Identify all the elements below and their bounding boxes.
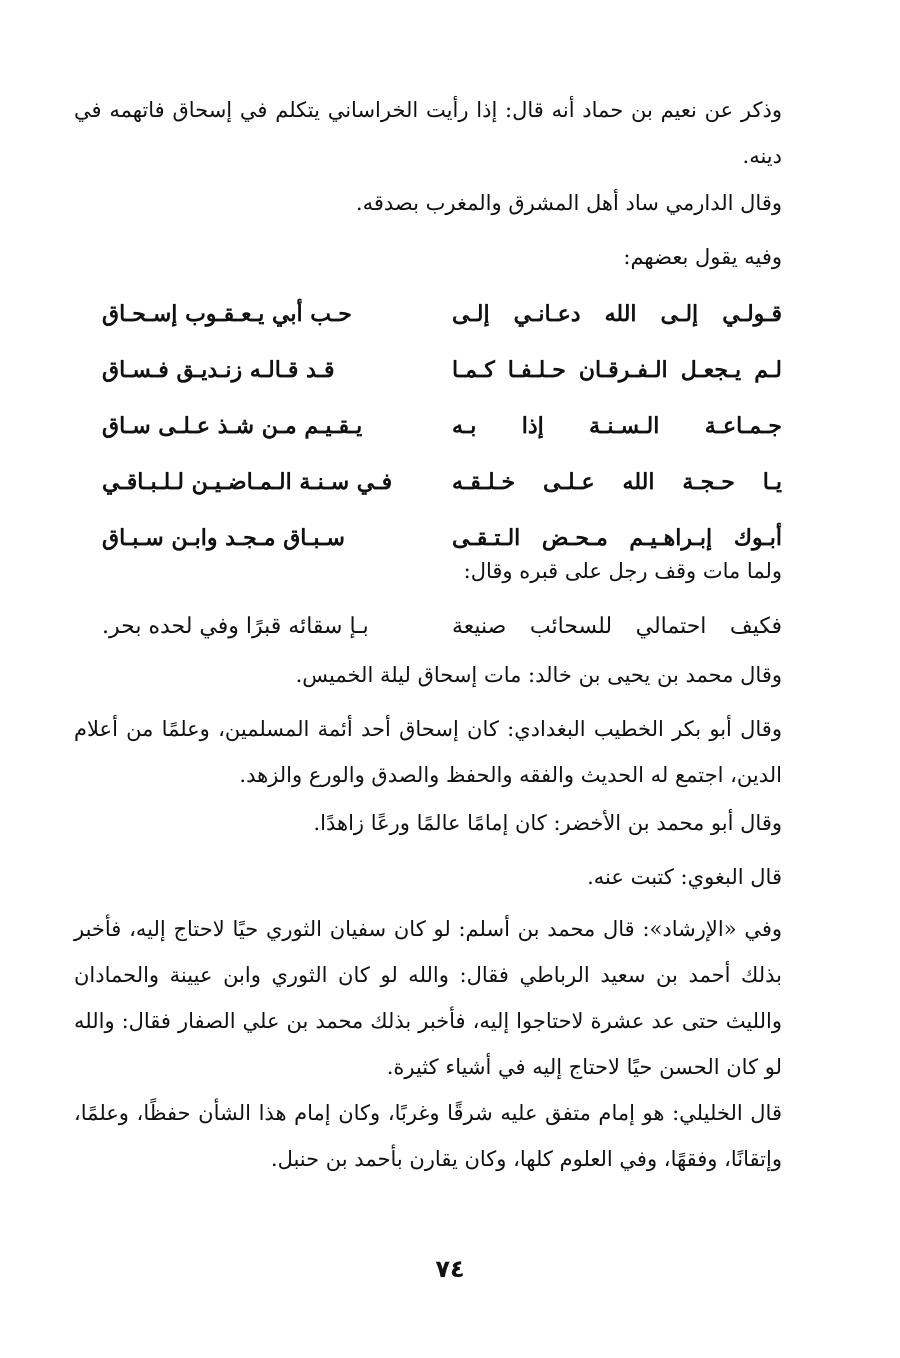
verse-first-hemistich: قـولـي إلـى الله دعـانـي إلـى (452, 301, 782, 327)
paragraph-baghawi: قال البغوي: كتبت عنه. (587, 865, 782, 889)
paragraph-akhdar: وقال أبو محمد بن الأخضر: كان إمامًا عالمًا ورعًا زاهدًا. (313, 811, 782, 835)
poem-verse (102, 286, 782, 342)
paragraph-darimi: وقال الدارمي ساد أهل المشرق والمغرب بصدقه. (355, 191, 782, 215)
verse-first-hemistich: لـم يـجعـل الـفـرقـان حـلـفـا كـمـا (452, 357, 782, 383)
paragraph-khatib: وقال أبو بكر الخطيب البغدادي: كان إسحاق أحد أئمة المسلمين، وعلمًا من أعلام الدين، اجتمع له الحديث والفقه والحفظ والصدق والورع والزهد. (74, 717, 782, 787)
verse-first-hemistich: فكيف احتمالي للسحائب صنيعة (452, 613, 782, 639)
verse-first-hemistich: أبـوك إبـراهـيـم مـحـض الـتـقـى (452, 525, 782, 551)
poem-verse (102, 398, 782, 454)
paragraph-death-date: وقال محمد بن يحيى بن خالد: مات إسحاق ليلة الخميس. (295, 663, 782, 687)
verse-second-hemistich: حـب أبي يـعـقـوب إسـحـاق (102, 301, 352, 327)
verse-first-hemistich: جـمـاعـة الـسـنـة إذا بـه (452, 413, 782, 439)
paragraph-khalili: قال الخليلي: هو إمام متفق عليه شرقًا وغربًا، وكان إمام هذا الشأن حفظًا، وعلمًا، وإتقانًا، وفقهًا، وفي العلوم كلها، وكان يقارن بأحمد بن حنبل. (74, 1101, 782, 1171)
paragraph-irshad: وفي «الإرشاد»: قال محمد بن أسلم: لو كان سفيان الثوري حيًا لاحتاج إليه، فأخبر بذلك أحمد بن سعيد الرباطي فقال: والله لو كان الثوري وابن عيينة والحمادان والليث حتى عد عشرة لاحتاجوا إليه، فأخبر بذلك محمد بن علي الصفار فقال: والله لو كان الحسن حيًا لاحتاج إليه في أشياء كثيرة. (74, 917, 782, 1079)
verse-second-hemistich: بـإ سقائه قبرًا وفي لحده بحر. (102, 613, 369, 639)
verse-second-hemistich: فـي سـنـة الـمـاضـيـن لـلـبـاقـي (102, 469, 393, 495)
poem-verse (102, 598, 782, 654)
poem (102, 286, 782, 566)
verse-second-hemistich: يـقـيـم مـن شـذ عـلـى سـاق (102, 413, 363, 439)
paragraph-nuaim: وذكر عن نعيم بن حماد أنه قال: إذا رأيت الخراساني يتكلم في إسحاق فاتهمه في دينه. (74, 98, 782, 168)
paragraph-grave: ولما مات وقف رجل على قبره وقال: (463, 559, 782, 583)
poem-verse (102, 454, 782, 510)
paragraph-poem-intro: وفيه يقول بعضهم: (623, 245, 782, 269)
verse-second-hemistich: سـبـاق مـجـد وابـن سـبـاق (102, 525, 345, 551)
verse-second-hemistich: قـد قـالـه زنـديـق فـسـاق (102, 357, 335, 383)
verse-first-hemistich: يـا حـجـة الله عـلـى خـلـقـه (452, 469, 782, 495)
page-number: ٧٤ (435, 1255, 465, 1283)
elegy-verse (102, 598, 782, 654)
poem-verse (102, 342, 782, 398)
